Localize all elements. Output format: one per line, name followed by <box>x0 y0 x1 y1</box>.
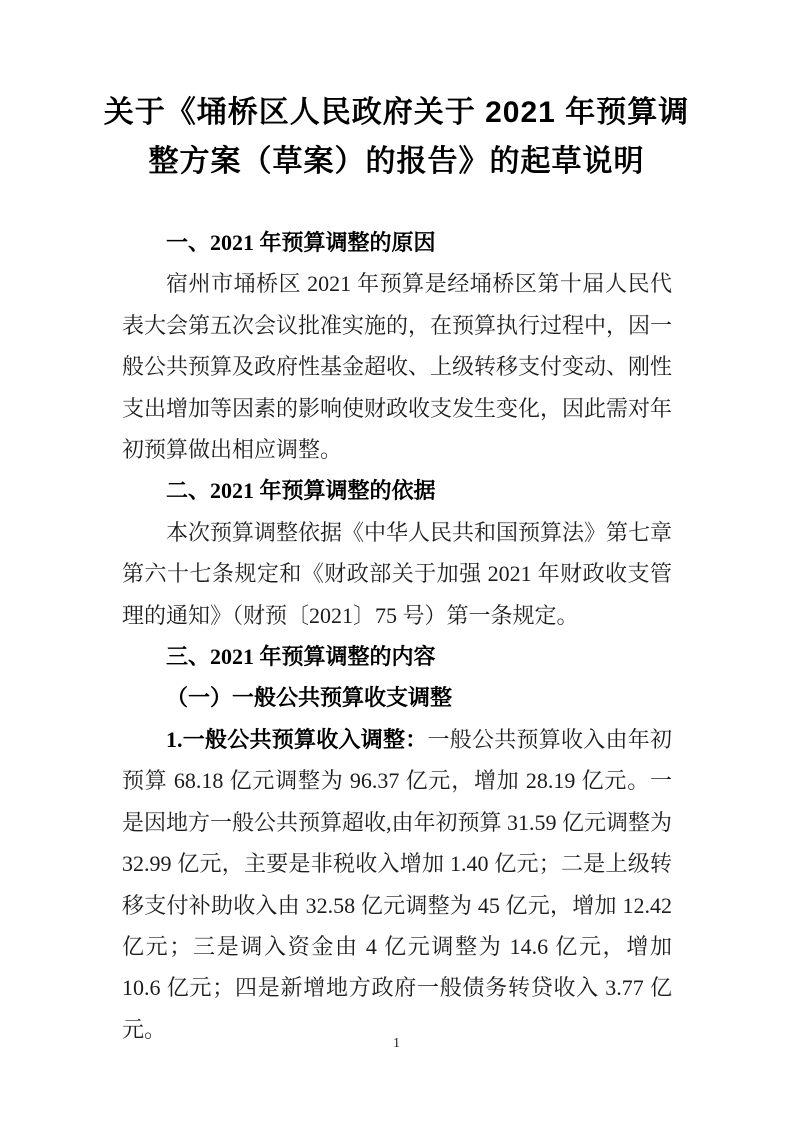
document-title <box>0 0 793 186</box>
section-1-heading: 一、2021 年预算调整的原因 <box>166 230 436 255</box>
item-1-lead: 1.一般公共预算收入调整： <box>166 726 428 752</box>
page-number: 1 <box>393 1036 400 1051</box>
section-3-heading: 三、2021 年预算调整的内容 <box>166 644 436 670</box>
title-line-2: 整方案（草案）的报告》的起草说明 <box>148 145 645 178</box>
section-1-paragraph: 宿州市埇桥区 2021 年预算是经埇桥区第十届人民代表大会第五次会议批准实施的，在预算执行过程中，因一般公共预算及政府性基金超收、上级转移支付变动、刚性支出增加等因素的影响使财政收支发生变化，因此需对年初预算做出相应调整。 <box>122 271 673 463</box>
section-2-heading: 二、2021 年预算调整的依据 <box>166 478 436 504</box>
section-3-item-1 <box>122 719 672 1050</box>
section-3-subheading: （一）一般公共预算收支调整 <box>166 685 453 711</box>
title-line-1: 关于《埇桥区人民政府关于 2021 年预算调 <box>103 96 690 129</box>
item-1-text: 一般公共预算收入由年初预算 68.18 亿元调整为 96.37 亿元，增加 28.19 亿元。一是因地方一般公共预算超收,由年初预算 31.59 亿元调整为 32.99 亿元，主要是非税收入增加 1.40 亿元；二是上级转移支付补助收入由 32.58 亿元调整为 45 亿元，增加 12.42 亿元；三是调入资金由 4 亿元调整为 14.6 亿元，增加 10.6 亿元；四是新增地方政府一般债务转贷收入 3.77 亿元。 <box>122 726 673 1042</box>
section-2-paragraph: 本次预算调整依据《中华人民共和国预算法》第七章第六十七条规定和《财政部关于加强 2021 年财政收支管理的通知》（财预〔2021〕75 号）第一条规定。 <box>122 519 673 628</box>
document-body <box>122 222 672 1050</box>
